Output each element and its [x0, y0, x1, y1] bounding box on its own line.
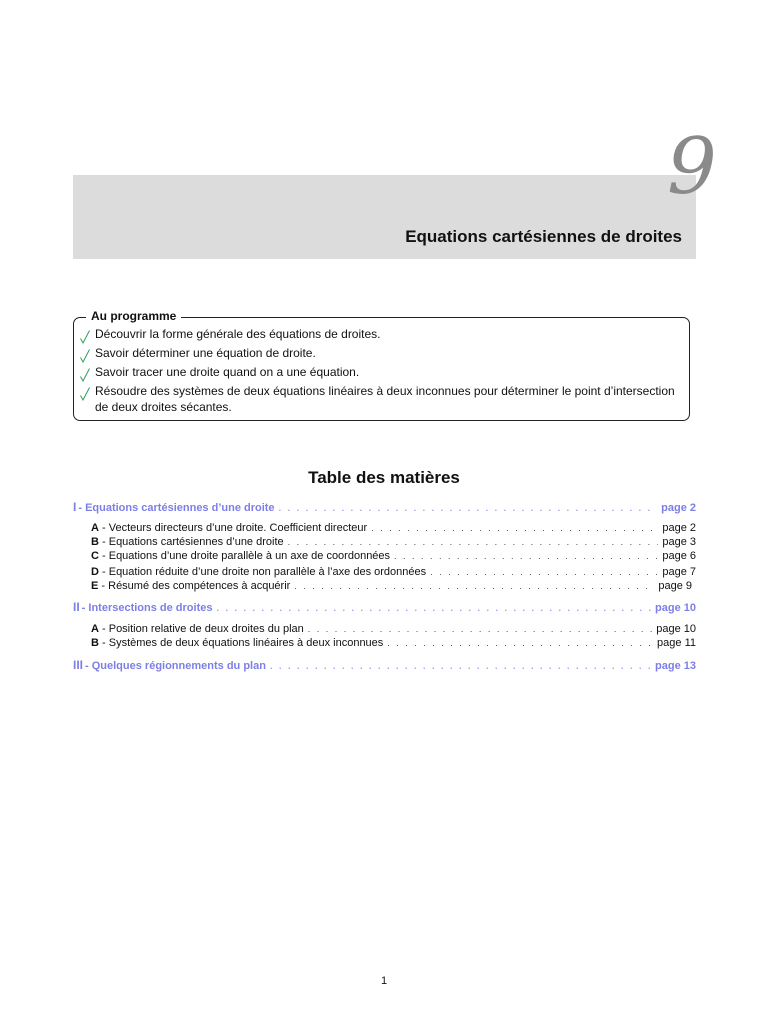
toc-section-2a[interactable] [91, 623, 696, 635]
toc-section-letter: C [91, 550, 99, 562]
toc-section-1e[interactable] [91, 580, 692, 592]
toc-section-page: page 10 [656, 623, 696, 635]
toc-leader-dots [216, 603, 651, 613]
programme-item [77, 365, 685, 381]
toc-leader-dots [387, 638, 653, 648]
chapter-number: 9 [667, 122, 717, 212]
page-number: 1 [380, 975, 388, 987]
toc-part-numeral: III [73, 658, 84, 672]
toc-leader-dots [430, 567, 658, 577]
toc-leader-dots [270, 661, 651, 671]
check-icon [80, 349, 90, 363]
toc-section-letter: A [91, 522, 99, 534]
toc-section-1d[interactable] [91, 566, 696, 578]
programme-item-text: Savoir déterminer une équation de droite. [95, 346, 316, 360]
toc-section-letter: E [91, 580, 99, 592]
programme-item [77, 346, 685, 362]
toc-leader-dots [294, 581, 654, 591]
toc-section-1b[interactable] [91, 536, 696, 548]
toc-section-title: - Equations cartésiennes d’une droite [98, 536, 284, 548]
programme-item [77, 327, 685, 343]
toc-part-3[interactable] [73, 658, 696, 672]
chapter-title-band [73, 175, 696, 259]
toc-section-letter: D [91, 566, 99, 578]
toc-part-title: - Intersections de droites [81, 602, 213, 614]
toc-section-page: page 3 [662, 536, 696, 548]
toc-part-title: - Quelques régionnements du plan [85, 660, 266, 672]
toc-part-numeral: I [73, 500, 77, 514]
toc-section-title: - Equation réduite d’une droite non parallèle à l’axe des ordonnées [98, 566, 427, 578]
programme-item-text: Résoudre des systèmes de deux équations linéaires à deux inconnues pour déterminer le point d’intersection de deux droites sécantes. [95, 384, 675, 414]
toc-section-page: page 11 [657, 637, 696, 649]
toc-section-letter: B [91, 536, 99, 548]
chapter-title: Equations cartésiennes de droites [405, 227, 682, 246]
toc-heading: Table des matières [308, 468, 460, 487]
toc-section-title: - Vecteurs directeurs d’une droite. Coefficient directeur [98, 522, 368, 534]
programme-list [77, 327, 685, 419]
programme-item-text: Savoir tracer une droite quand on a une équation. [95, 365, 360, 379]
check-icon [80, 330, 90, 344]
toc-part-2[interactable] [73, 600, 696, 614]
toc-section-title: - Equations d’une droite parallèle à un axe de coordonnées [98, 550, 391, 562]
toc-section-1a[interactable] [91, 522, 696, 534]
toc-section-2b[interactable] [91, 637, 696, 649]
toc-leader-dots [394, 551, 658, 561]
toc-leader-dots [288, 537, 659, 547]
programme-box [73, 309, 690, 421]
toc-leader-dots [371, 523, 658, 533]
toc-section-title: - Position relative de deux droites du plan [98, 623, 304, 635]
toc-part-page: page 13 [655, 660, 696, 672]
toc-part-title: - Equations cartésiennes d’une droite [78, 502, 275, 514]
toc-section-page: page 6 [662, 550, 696, 562]
check-icon [80, 387, 90, 401]
toc-leader-dots [308, 624, 652, 634]
toc-section-page: page 2 [662, 522, 696, 534]
toc-section-letter: B [91, 637, 99, 649]
toc-section-page: page 7 [662, 566, 696, 578]
toc-leader-dots [279, 503, 658, 513]
toc-section-1c[interactable] [91, 550, 696, 562]
toc-section-title: - Systèmes de deux équations linéaires à deux inconnues [98, 637, 384, 649]
toc-part-1[interactable] [73, 500, 696, 514]
toc-part-numeral: II [73, 600, 80, 614]
toc-section-page: page 9 [658, 580, 692, 592]
toc-part-page: page 10 [655, 602, 696, 614]
programme-item-text: Découvrir la forme générale des équations de droites. [95, 327, 381, 341]
toc-section-title: - Résumé des compétences à acquérir [98, 580, 291, 592]
programme-item [77, 384, 685, 415]
toc-section-letter: A [91, 623, 99, 635]
programme-label: Au programme [86, 308, 181, 324]
check-icon [80, 368, 90, 382]
toc-part-page: page 2 [661, 502, 696, 514]
